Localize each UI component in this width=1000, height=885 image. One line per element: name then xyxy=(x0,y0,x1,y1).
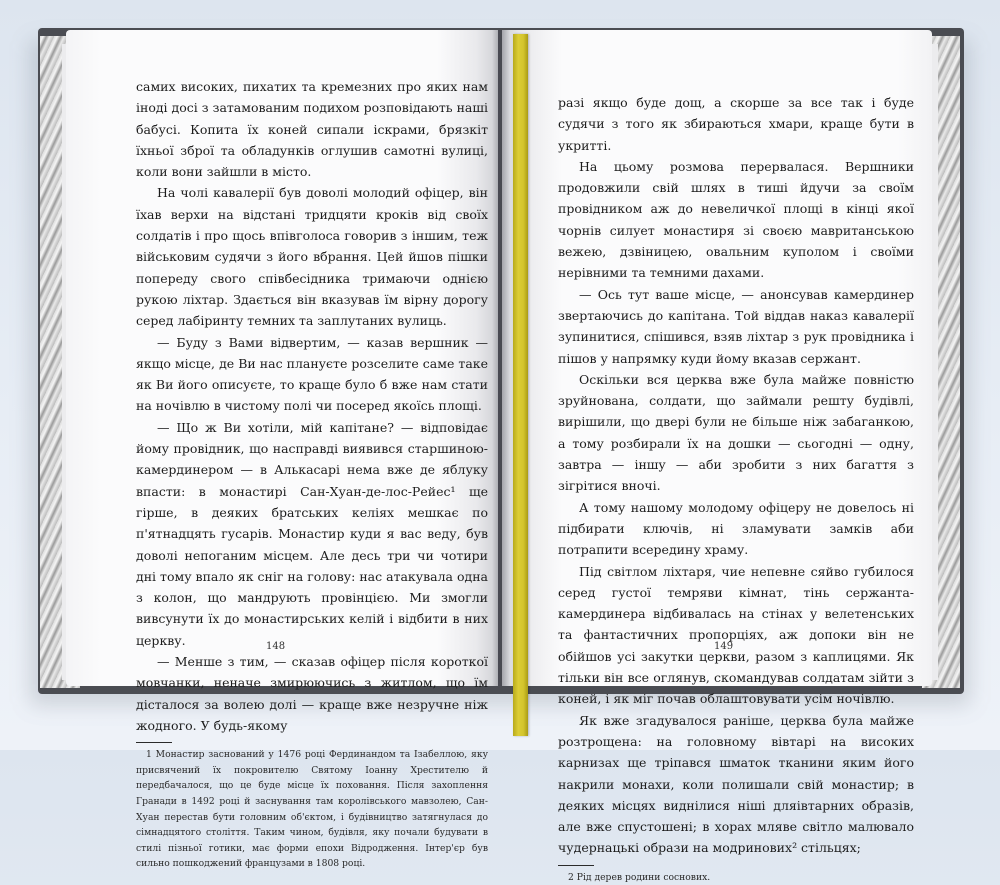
left-paragraph: На чолі кавалерії був доволі молодий офіцер, він їхав верхи на відстані тридцяти кроків від своїх солдатів і про щось впівголоса говорив з іншим, теж військовим судячи з його вбрання. Цей йшов пішки попереду свого співбесідника тримаючи однією рукою ліхтар. Здається він вказував їм вірну дорогу серед лабіринту темних та заплутаних вулиць. xyxy=(136,185,488,329)
right-paragraph: На цьому розмова перервалася. Вершники продовжили свій шлях в тиші йдучи за своїм провідником аж до невеличкої площі в кінці якої чорнів силует монастиря зі своєю мавританською вежею, дзвіницею, овальним куполом і своїми нерівними та темними дахами. xyxy=(558,158,914,281)
right-paragraph: Під світлом ліхтаря, чие непевне сяйво губилося серед густої темряви кімнат, тінь сержанта-камердинера відбивалась на стінах у велетенських та фантастичних пропорціях, аж допоки він не обійшов усі закутки церкви, разом з каплицями. Як тільки він все оглянув, скомандував солдатам зійти з коней, і як міг почав облаштовувати усім ночівлю. xyxy=(558,563,914,707)
left-paragraph: — Буду з Вами відвертим, — казав вершник — якщо місце, де Ви нас плануєте розселите саме таке як Ви його описуєте, то краще було б вже нам стати на ночівлю в чистому полі чи посеред якоїсь площі. xyxy=(136,334,488,414)
footnote-rule xyxy=(558,865,594,866)
left-page xyxy=(66,30,498,870)
right-paragraph: Оскільки вся церква вже була майже повністю зруйнована, солдати, що займали решту будівлі, вирішили, що двері були не більше ніж забаганкою, а тому розбирали їх на дошки — сьогодні — одну, завтра — іншу — аби зробити з них багаття з зігрітися вночі. xyxy=(558,371,914,494)
right-paragraph: — Ось тут ваше місце, — анонсував камердинер звертаючись до капітана. Той віддав наказ кавалерії зупинитися, спішився, взяв ліхтар з рук провідника і пішов у напрямку куди йому вказав сержант. xyxy=(558,286,914,366)
right-text-block xyxy=(558,92,914,885)
left-text-block xyxy=(136,76,488,872)
right-paragraph: Як вже згадувалося раніше, церква була майже розтрощена: на головному вівтарі на високих карнизах ще тріпався шматок тканини яким його накрили монахи, коли полишали свій монастир; в деяких місцях виднілися ніші дляівтарних образів, але вже спустошені; в хорах мляве світло малювало чудернацькі образи на модринових² стільцях; xyxy=(558,712,914,856)
right-footnote: 2 Рід дерев родини соснових. xyxy=(568,871,711,883)
right-page-number: 149 xyxy=(714,641,734,652)
left-paragraph: — Що ж Ви хотіли, мій капітане? — відповідає йому провідник, що насправді виявився старшиною-камердинером — в Алькасарі нема вже де яблуку впасти: в монастирі Сан-Хуан-де-лос-Рейес¹ ще гірше, в деяких братських келіях мешкає по п'ятнадцять гусарів. Монастир куди я вас веду, був доволі непоганим місцем. Але десь три чи чотири дні тому впало як сніг на голову: нас атакувала одна з колон, що мандрують провінцією. Ми змогли вивсунути їх до монастирських келій і відбити в них церкву. xyxy=(136,419,488,648)
footnote-rule xyxy=(136,742,172,743)
book-gutter xyxy=(492,30,510,686)
right-paragraph: разі якщо буде дощ, а скорше за все так і буде судячи з того як збираються хмари, краще бути в укритті. xyxy=(558,95,914,153)
left-paragraph: самих високих, пихатих та кремезних про яких нам іноді досі з затамованим подихом розповідають наші бабусі. Копита їх коней сипали іскрами, брязкіт їхньої зброї та обладунків оглушив самотні вулиці, коли вони зайшли в місто. xyxy=(136,79,488,180)
right-page xyxy=(502,30,932,883)
left-page-number: 148 xyxy=(266,641,286,652)
left-footnote: 1 Монастир заснований у 1476 році Фердинандом та Ізабеллою, яку присвячений їх покровителю Святому Іоанну Хрестителю й передбачалося, що це буде місце їх поховання. Після захоплення Гранади в 1492 році й заснування там королівського мавзолею, Сан-Хуан перестав бути головним об'єктом, і будівництво затягнулася до сімнадцятого століття. Таким чином, будівля, яку почали будувати в стилі пізньої готики, має форми епохи Відродження. Інтер'єр був сильно пошкоджений французами в 1808 році. xyxy=(136,749,488,870)
bookmark-ribbon xyxy=(513,34,528,736)
left-paragraph: — Менше з тим, — сказав офіцер після короткої мовчанки, неначе змирюючись з житлом, що їм дісталося за волею долі — краще вже незручне ніж жодного. У будь-якому xyxy=(136,654,488,733)
right-paragraph: А тому нашому молодому офіцеру не довелось ні підбирати ключів, ні зламувати замків аби потрапити всередину храму. xyxy=(558,499,914,558)
